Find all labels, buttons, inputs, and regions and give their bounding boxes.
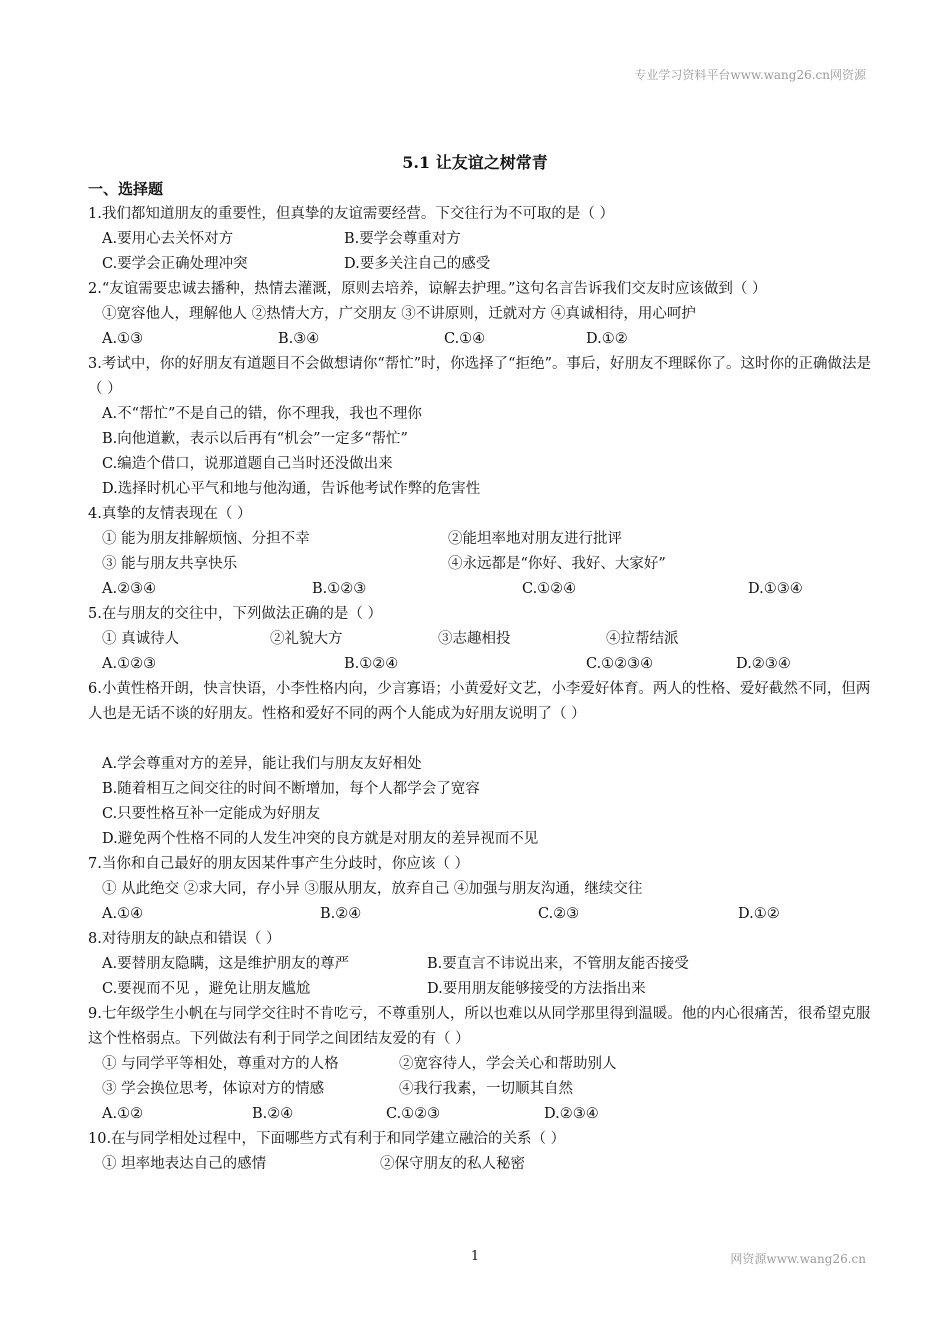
option-d: D.选择时机心平气和地与他沟通，告诉他考试作弊的危害性 xyxy=(102,481,481,497)
question-10-stem: 10.在与同学相处过程中，下面哪些方式有利于和同学建立融洽的关系（ ） xyxy=(88,1131,566,1147)
option-b: B.①②③ xyxy=(312,581,367,597)
option-c: C.要学会正确处理冲突 xyxy=(102,256,248,272)
option-a: A.要用心去关怀对方 xyxy=(102,231,234,247)
item-1: ① 与同学平等相处，尊重对方的人格 xyxy=(102,1056,339,1072)
option-a: A.①③ xyxy=(102,331,144,347)
question-5-options xyxy=(88,652,873,677)
question-4-items-row-1 xyxy=(88,527,873,552)
item-3: ③ 能与朋友共享快乐 xyxy=(102,556,238,572)
option-d: D.①③④ xyxy=(748,581,803,597)
question-7-options xyxy=(88,902,873,927)
option-d: D.要多关注自己的感受 xyxy=(344,256,491,272)
question-5-items xyxy=(88,627,873,652)
option-b: B.③④ xyxy=(278,331,320,347)
question-4-items-row-2 xyxy=(88,552,873,577)
item-3: ③志趣相投 xyxy=(438,631,511,647)
blank-line xyxy=(88,727,873,752)
option-b: B.向他道歉，表示以后再有“机会”一定多“帮忙” xyxy=(102,431,408,447)
option-d: D.①② xyxy=(586,331,628,347)
question-6-stem: 6.小黄性格开朗，快言快语，小李性格内向，少言寡语；小黄爱好文艺，小李爱好体育。两人的性格、爱好截然不同，但两人也是无话不谈的好朋友。性格和爱好不同的两个人能成为好朋友说明了（ ） xyxy=(88,681,871,722)
option-c: C.①②③ xyxy=(386,1106,441,1122)
option-b: B.①②④ xyxy=(344,656,399,672)
option-b: B.要直言不讳说出来，不管朋友能否接受 xyxy=(427,956,689,972)
item-3: ③ 学会换位思考，体谅对方的情感 xyxy=(102,1081,325,1097)
item-4: ④拉帮结派 xyxy=(606,631,679,647)
item-4: ④我行我素，一切顺其自然 xyxy=(399,1081,573,1097)
question-9-stem: 9.七年级学生小帆在与同学交往时不肯吃亏，不尊重别人，所以也难以从同学那里得到温暖。他的内心很痛苦，很希望克服这个性格弱点。下列做法有利于同学之间团结友爱的有（ ） xyxy=(88,1006,871,1047)
option-c: C.①②③④ xyxy=(586,656,654,672)
option-d: D.避免两个性格不同的人发生冲突的良方就是对朋友的差异视而不见 xyxy=(102,831,539,847)
question-1-options-row-1 xyxy=(88,227,873,252)
question-7-stem: 7.当你和自己最好的朋友因某件事产生分歧时，你应该（ ） xyxy=(88,856,469,872)
option-b: B.②④ xyxy=(320,906,362,922)
option-a: A.①② xyxy=(102,1106,144,1122)
question-1-stem: 1.我们都知道朋友的重要性，但真挚的友谊需要经营。下交往行为不可取的是（ ） xyxy=(88,206,614,222)
option-c: C.要视而不见 ，避免让朋友尴尬 xyxy=(102,981,311,997)
document-title: 5.1 让友谊之树常青 xyxy=(402,153,548,172)
option-c: C.②③ xyxy=(538,906,580,922)
question-3-stem: 3.考试中，你的好朋友有道题目不会做想请你“帮忙”时，你选择了“拒绝”。事后，好朋友不理睬你了。这时你的正确做法是（ ） xyxy=(88,356,871,397)
option-a: A.不“帮忙”不是自己的错，你不理我，我也不理你 xyxy=(102,406,422,422)
option-c: C.①④ xyxy=(444,331,486,347)
item-1: ① 能为朋友排解烦恼、分担不幸 xyxy=(102,531,310,547)
page-header-watermark: 专业学习资料平台www.wang26.cn网资源 xyxy=(634,68,866,82)
question-7-items: ① 从此绝交 ②求大同，存小异 ③服从朋友，放弃自己 ④加强与朋友沟通，继续交往 xyxy=(102,881,643,897)
page-number: 1 xyxy=(470,1249,480,1264)
item-4: ④永远都是“你好、我好、大家好” xyxy=(448,556,666,572)
question-2-options xyxy=(88,327,873,352)
question-4-options xyxy=(88,577,873,602)
item-2: ②能坦率地对朋友进行批评 xyxy=(448,531,622,547)
item-1: ① 坦率地表达自己的感情 xyxy=(102,1156,267,1172)
item-1: ① 真诚待人 xyxy=(102,631,180,647)
question-10-items xyxy=(88,1152,873,1177)
option-d: D.①② xyxy=(738,906,780,922)
option-c: C.只要性格互补一定能成为好朋友 xyxy=(102,806,321,822)
option-a: A.①②③ xyxy=(102,656,157,672)
item-2: ②礼貌大方 xyxy=(270,631,343,647)
question-1-options-row-2 xyxy=(88,252,873,277)
item-2: ②宽容待人，学会关心和帮助别人 xyxy=(399,1056,617,1072)
question-9-items-row-2 xyxy=(88,1077,873,1102)
question-9-options xyxy=(88,1102,873,1127)
section-heading: 一、选择题 xyxy=(88,180,164,198)
option-b: B.②④ xyxy=(252,1106,294,1122)
option-a: A.学会尊重对方的差异，能让我们与朋友友好相处 xyxy=(102,756,422,772)
question-4-stem: 4.真挚的友情表现在（ ） xyxy=(88,506,252,522)
question-8-stem: 8.对待朋友的缺点和错误（ ） xyxy=(88,931,281,947)
question-2-items: ①宽容他人，理解他人 ②热情大方，广交朋友 ③不讲原则，迁就对方 ④真诚相待，用心呵护 xyxy=(102,306,696,322)
question-8-options-row-2 xyxy=(88,977,873,1002)
document-body xyxy=(88,177,873,1177)
option-c: C.编造个借口，说那道题自己当时还没做出来 xyxy=(102,456,393,472)
question-9-items-row-1 xyxy=(88,1052,873,1077)
option-b: B.随着相互之间交往的时间不断增加，每个人都学会了宽容 xyxy=(102,781,480,797)
option-d: D.②③④ xyxy=(544,1106,599,1122)
option-a: A.②③④ xyxy=(102,581,157,597)
item-2: ②保守朋友的私人秘密 xyxy=(380,1156,525,1172)
option-a: A.①④ xyxy=(102,906,144,922)
option-d: D.②③④ xyxy=(736,656,791,672)
option-a: A.要替朋友隐瞒，这是维护朋友的尊严 xyxy=(102,956,350,972)
option-c: C.①②④ xyxy=(522,581,577,597)
question-2-stem: 2.“友谊需要忠诚去播种，热情去灌溉，原则去培养，谅解去护理。”这句名言告诉我们交友时应该做到（ ） xyxy=(88,281,767,297)
question-5-stem: 5.在与朋友的交往中，下列做法正确的是（ ） xyxy=(88,606,382,622)
page-footer-watermark: 网资源www.wang26.cn xyxy=(730,1252,866,1266)
question-8-options-row-1 xyxy=(88,952,873,977)
option-b: B.要学会尊重对方 xyxy=(344,231,461,247)
option-d: D.要用朋友能够接受的方法指出来 xyxy=(427,981,646,997)
